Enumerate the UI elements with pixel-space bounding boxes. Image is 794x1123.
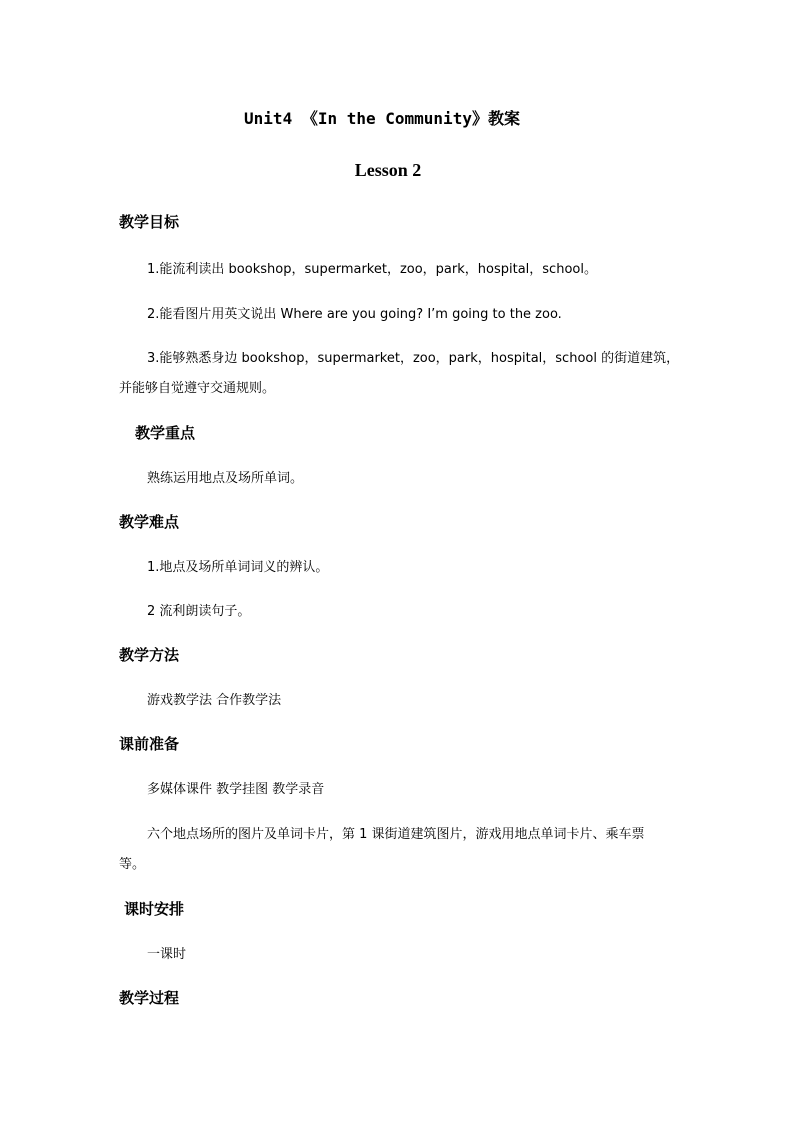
schedule-heading: 课时安排 [124,900,185,918]
methods-text: 游戏教学法 合作教学法 [147,693,282,708]
preparation-heading: 课前准备 [119,735,180,753]
difficulty-item-2: 2 流利朗读句子。 [147,604,251,619]
methods-heading: 教学方法 [119,646,180,664]
key-points-text: 熟练运用地点及场所单词。 [147,471,304,486]
objective-item-3: 3.能够熟悉身边 bookshop，supermarket，zoo，park，hospital，school 的街道建筑， [147,351,680,366]
objective-item-1: 1.能流利读出 bookshop，supermarket，zoo，park，hospital，school。 [147,262,597,277]
difficulties-heading: 教学难点 [119,513,180,531]
schedule-text: 一课时 [147,947,187,962]
objective-item-2: 2.能看图片用英文说出 Where are you going? I’m going to the zoo. [147,307,562,322]
difficulty-item-1: 1.地点及场所单词词义的辨认。 [147,560,329,575]
objectives-heading: 教学目标 [119,213,180,231]
process-heading: 教学过程 [119,989,180,1007]
key-points-heading: 教学重点 [135,424,196,442]
lesson-title: Lesson 2 [354,160,422,180]
preparation-item-1: 多媒体课件 教学挂图 教学录音 [147,782,325,797]
preparation-item-2: 六个地点场所的图片及单词卡片，第 1 课街道建筑图片，游戏用地点单词卡片、乘车票 [147,827,645,842]
objective-item-3-continued: 并能够自觉遵守交通规则。 [119,381,276,396]
document-title: Unit4 《In the Community》教案 [244,109,520,128]
preparation-item-2-continued: 等。 [119,857,146,872]
